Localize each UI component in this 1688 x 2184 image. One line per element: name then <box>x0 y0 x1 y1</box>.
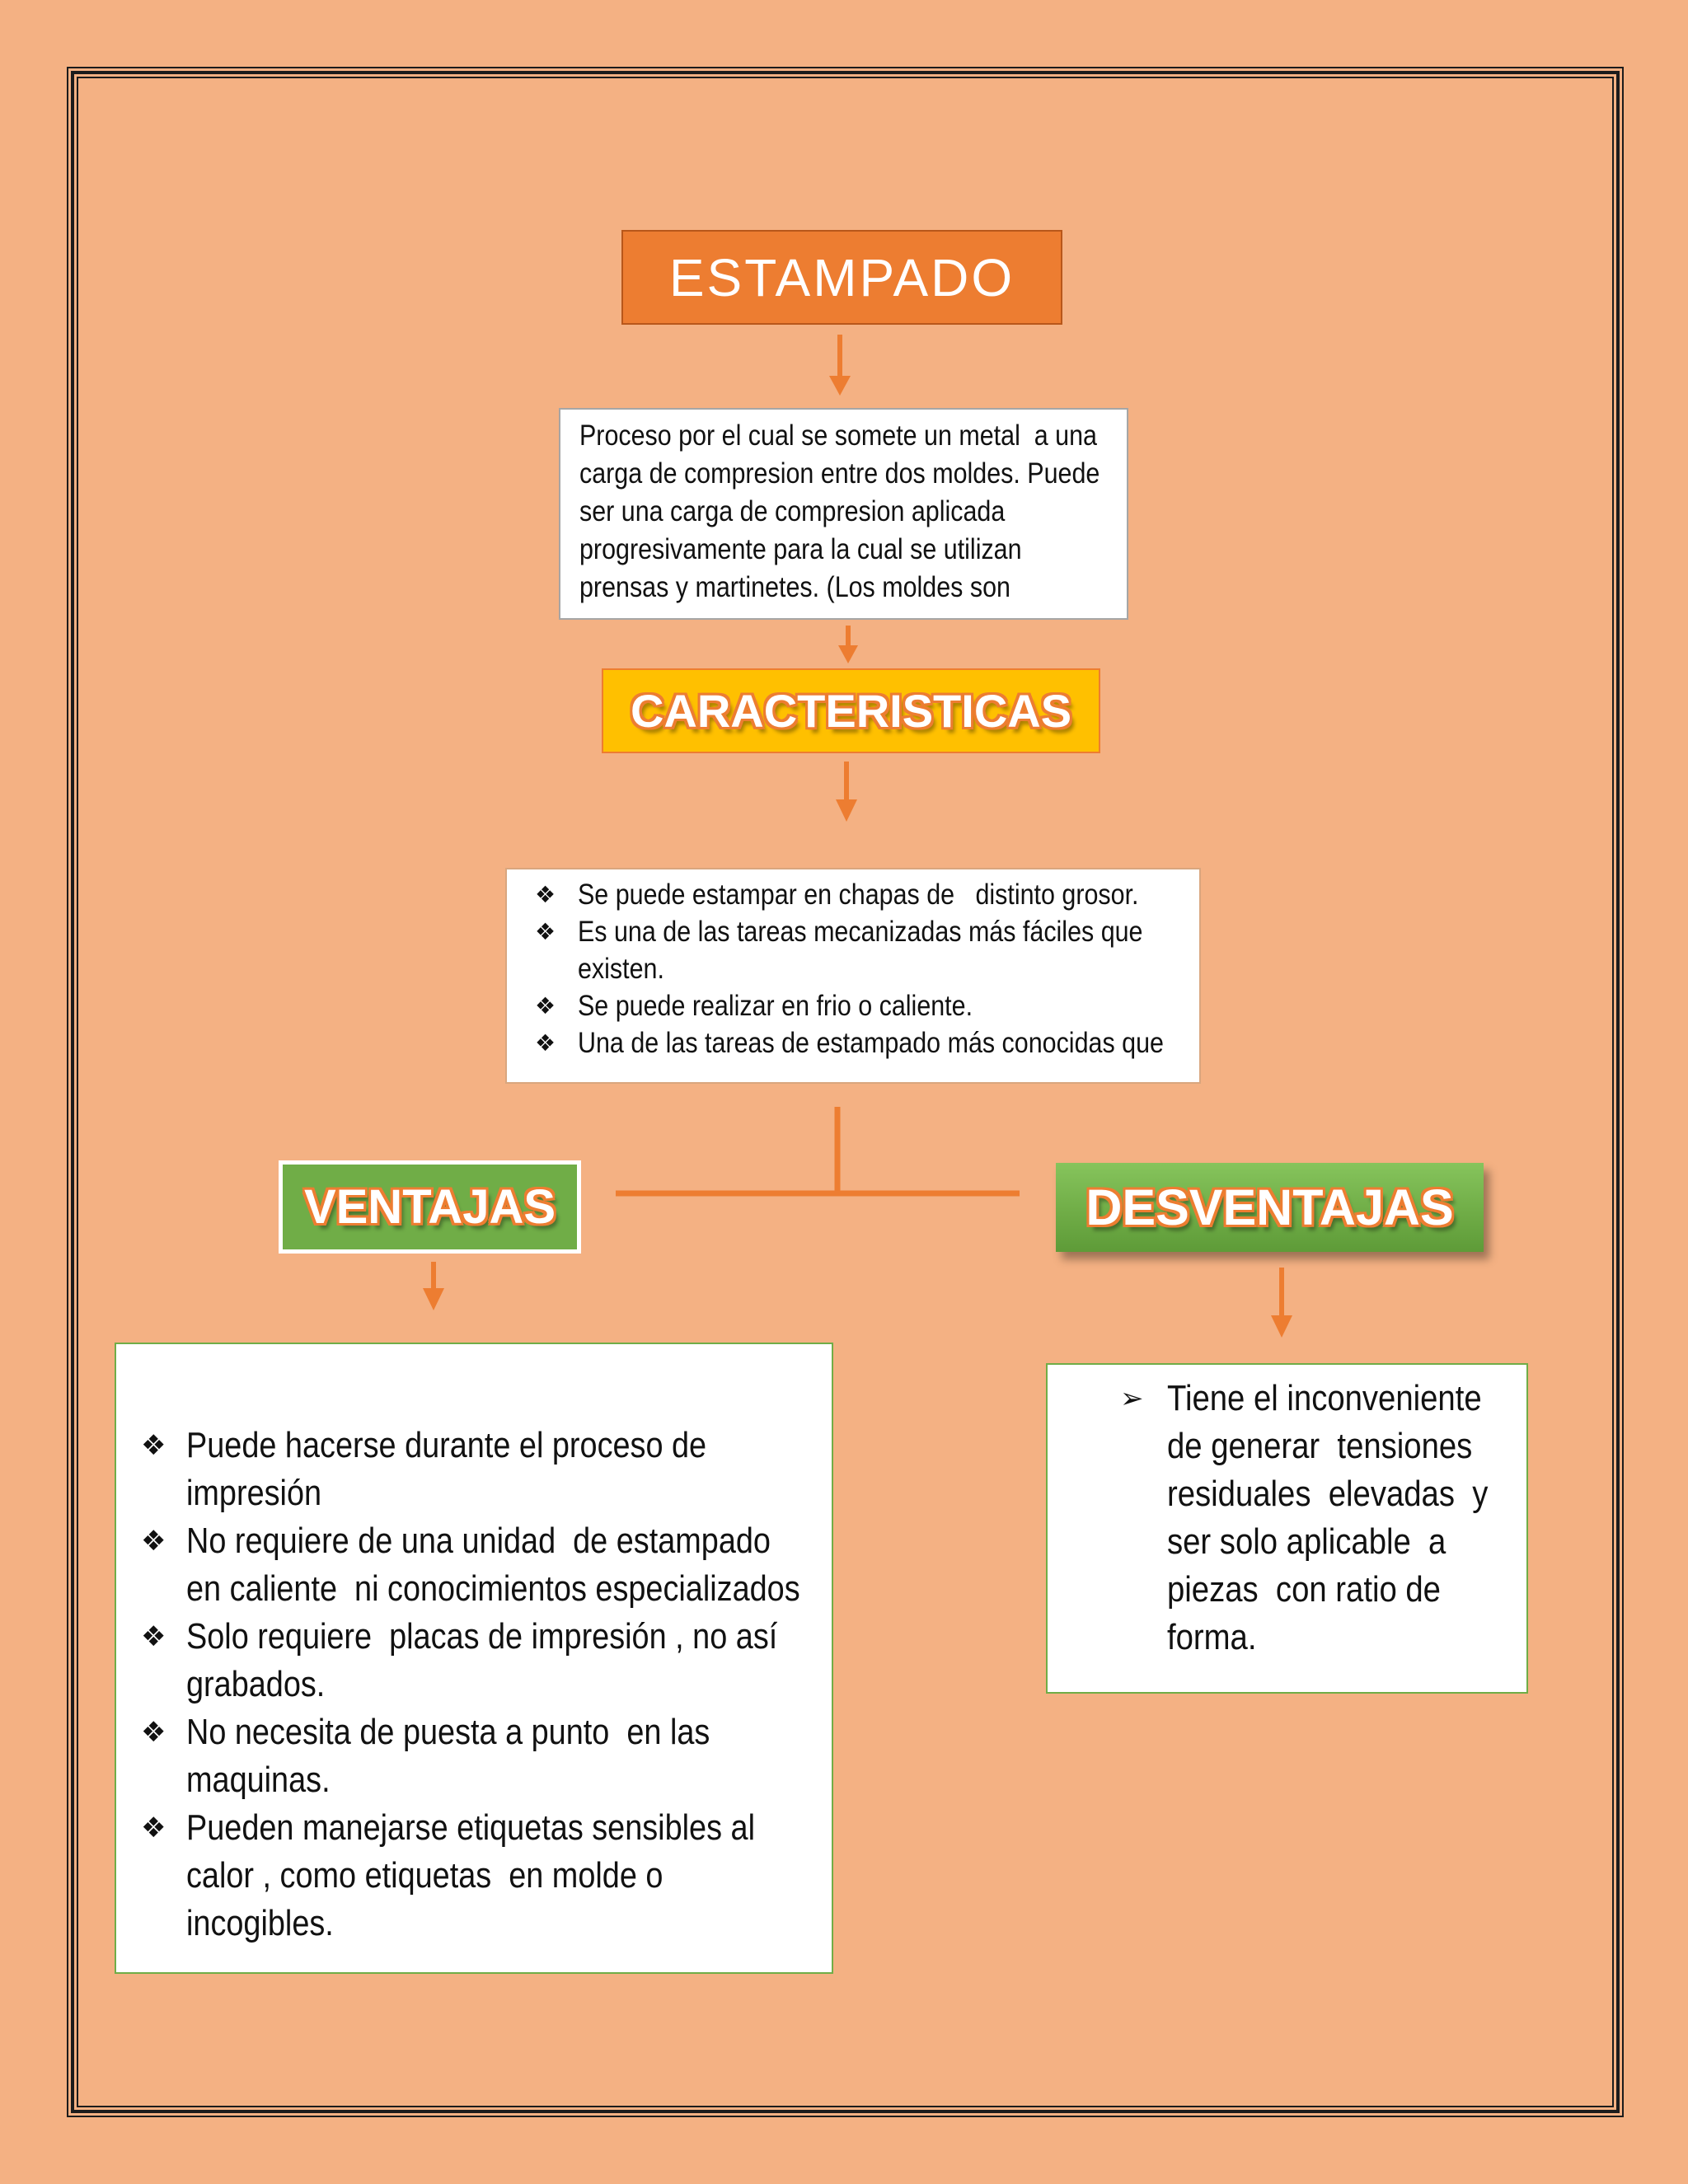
list-item-line: maquinas. <box>186 1760 331 1800</box>
list-item-line: forma. <box>1167 1617 1257 1657</box>
list-item <box>116 1613 832 1708</box>
list-item-line: Es una de las tareas mecanizadas más fáciles que <box>578 916 1143 948</box>
definition-line: prensas y martinetes. (Los moldes son <box>579 571 1010 603</box>
page-title: ESTAMPADO <box>668 247 1015 307</box>
diamond-bullet-icon: ❖ <box>535 918 556 945</box>
ventajas-heading: VENTAJAS <box>303 1180 556 1234</box>
list-item <box>507 913 1199 987</box>
diamond-bullet-icon: ❖ <box>141 1716 166 1749</box>
list-item-line: piezas con ratio de <box>1167 1569 1441 1610</box>
diamond-bullet-icon: ❖ <box>141 1525 166 1558</box>
list-item-line: ser solo aplicable a <box>1167 1521 1447 1562</box>
ventajas-box <box>115 1343 833 1974</box>
list-item <box>507 876 1199 913</box>
list-item <box>116 1804 832 1947</box>
diamond-bullet-icon: ❖ <box>535 992 556 1019</box>
list-item-line: residuales elevadas y <box>1167 1474 1489 1514</box>
diamond-bullet-icon: ❖ <box>141 1811 166 1844</box>
list-item <box>116 1517 832 1613</box>
list-item-line: existen. <box>578 953 664 985</box>
definition-line: ser una carga de compresion aplicada <box>579 495 1006 527</box>
list-item-line: impresión <box>186 1473 322 1513</box>
title-box <box>621 230 1062 325</box>
caracteristicas-heading-box <box>602 668 1100 753</box>
list-item-line: Una de las tareas de estampado más conocidas que <box>578 1027 1164 1059</box>
definition-line: Proceso por el cual se somete un metal a una <box>579 419 1097 452</box>
list-item <box>1048 1375 1526 1661</box>
ventajas-heading-box <box>279 1160 581 1254</box>
list-item-line: calor , como etiquetas en molde o <box>186 1855 663 1896</box>
list-item <box>116 1422 832 1517</box>
list-item-line: Se puede estampar en chapas de distinto grosor. <box>578 879 1139 911</box>
list-item <box>507 987 1199 1024</box>
definition-line: progresivamente para la cual se utilizan <box>579 533 1022 565</box>
list-item-line: en caliente ni conocimientos especializados <box>186 1568 800 1609</box>
list-item-line: Tiene el inconveniente <box>1167 1378 1482 1418</box>
list-item-line: No necesita de puesta a punto en las <box>186 1712 710 1752</box>
diamond-bullet-icon: ❖ <box>141 1620 166 1653</box>
definition-box <box>559 408 1128 620</box>
list-item-line: Puede hacerse durante el proceso de <box>186 1425 707 1465</box>
list-item-line: No requiere de una unidad de estampado <box>186 1521 771 1561</box>
caracteristicas-box <box>505 868 1201 1084</box>
list-item <box>507 1024 1199 1062</box>
list-item-line: Solo requiere placas de impresión , no así <box>186 1616 778 1657</box>
list-item <box>116 1708 832 1804</box>
list-item-line: de generar tensiones <box>1167 1426 1473 1466</box>
diamond-bullet-icon: ❖ <box>141 1429 166 1462</box>
list-item-line: Pueden manejarse etiquetas sensibles al <box>186 1807 755 1848</box>
desventajas-heading-box <box>1056 1163 1484 1252</box>
diamond-bullet-icon: ❖ <box>535 881 556 908</box>
desventajas-heading: DESVENTAJAS <box>1085 1179 1454 1235</box>
definition-line: carga de compresion entre dos moldes. Puede <box>579 457 1100 490</box>
desventajas-box <box>1046 1363 1528 1694</box>
list-item-line: Se puede realizar en frio o caliente. <box>578 990 973 1022</box>
list-item-line: grabados. <box>186 1664 326 1704</box>
diamond-bullet-icon: ❖ <box>535 1029 556 1057</box>
list-item-line: incogibles. <box>186 1903 334 1943</box>
caracteristicas-heading: CARACTERISTICAS <box>630 685 1072 737</box>
arrowhead-bullet-icon: ➢ <box>1120 1382 1144 1415</box>
